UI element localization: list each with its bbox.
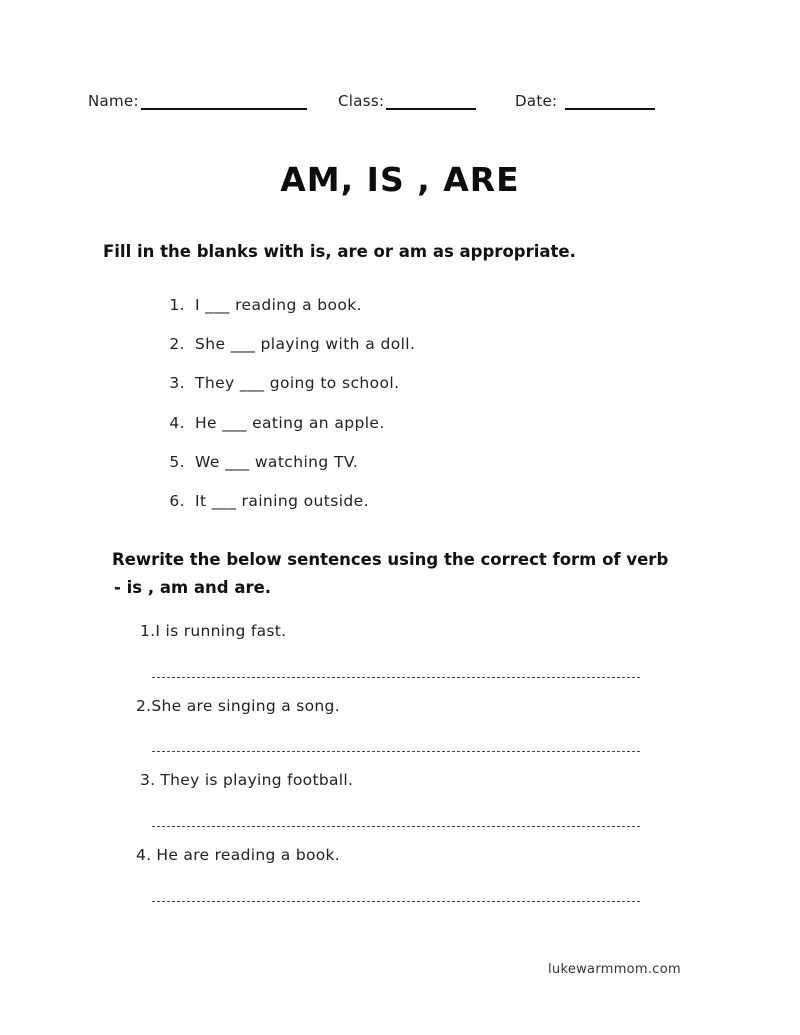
- item-text: They ___ going to school.: [195, 374, 400, 393]
- date-blank-line[interactable]: [565, 92, 655, 110]
- item-text: I is running fast.: [155, 622, 287, 640]
- item-text: It ___ raining outside.: [195, 491, 369, 510]
- footer-website: lukewarmmom.com: [548, 962, 681, 977]
- fill-in-list: [155, 296, 415, 531]
- item-number: 3.: [140, 771, 156, 789]
- item-number: 3.: [169, 374, 185, 393]
- section2-instruction: [112, 546, 672, 602]
- list-item: [155, 296, 415, 335]
- item-text: They is playing football.: [160, 771, 354, 789]
- item-number: 2.: [169, 335, 185, 354]
- item-number: 2.: [136, 697, 152, 715]
- item-text: She are singing a song.: [151, 697, 340, 715]
- name-field[interactable]: [88, 88, 307, 110]
- answer-line[interactable]: [152, 826, 640, 827]
- rewrite-sentence: [140, 771, 353, 789]
- class-label: Class:: [338, 92, 385, 110]
- item-text: He ___ eating an apple.: [195, 413, 385, 432]
- rewrite-sentence: [136, 697, 340, 715]
- date-label: Date:: [515, 92, 558, 110]
- item-number: 4.: [169, 413, 185, 432]
- section2-instruction-line2: - is , am and are.: [114, 578, 272, 597]
- list-item: [155, 374, 415, 413]
- answer-line[interactable]: [152, 901, 640, 902]
- section2-instruction-line1: Rewrite the below sentences using the correct form of verb: [112, 550, 669, 569]
- item-number: 1.: [169, 296, 185, 314]
- item-number: 5.: [169, 452, 185, 471]
- item-text: She ___ playing with a doll.: [195, 335, 416, 354]
- list-item: [155, 414, 415, 453]
- answer-line[interactable]: [152, 677, 640, 678]
- item-number: 4.: [136, 846, 152, 864]
- list-item: [155, 492, 415, 531]
- rewrite-sentence: [140, 622, 286, 640]
- item-text: I ___ reading a book.: [195, 296, 363, 314]
- worksheet-title: AM, IS , ARE: [280, 160, 520, 199]
- class-blank-line[interactable]: [386, 92, 476, 110]
- section1-instruction: Fill in the blanks with is, are or am as appropriate.: [103, 242, 576, 261]
- class-field[interactable]: [338, 88, 476, 110]
- list-item: [155, 453, 415, 492]
- list-item: [155, 335, 415, 374]
- item-number: 1.: [140, 622, 156, 640]
- item-text: He are reading a book.: [156, 846, 341, 864]
- item-number: 6.: [169, 491, 185, 510]
- rewrite-sentence: [136, 846, 340, 864]
- item-text: We ___ watching TV.: [195, 452, 359, 471]
- name-blank-line[interactable]: [141, 92, 307, 110]
- answer-line[interactable]: [152, 751, 640, 752]
- name-label: Name:: [88, 92, 139, 110]
- date-field[interactable]: [515, 88, 655, 110]
